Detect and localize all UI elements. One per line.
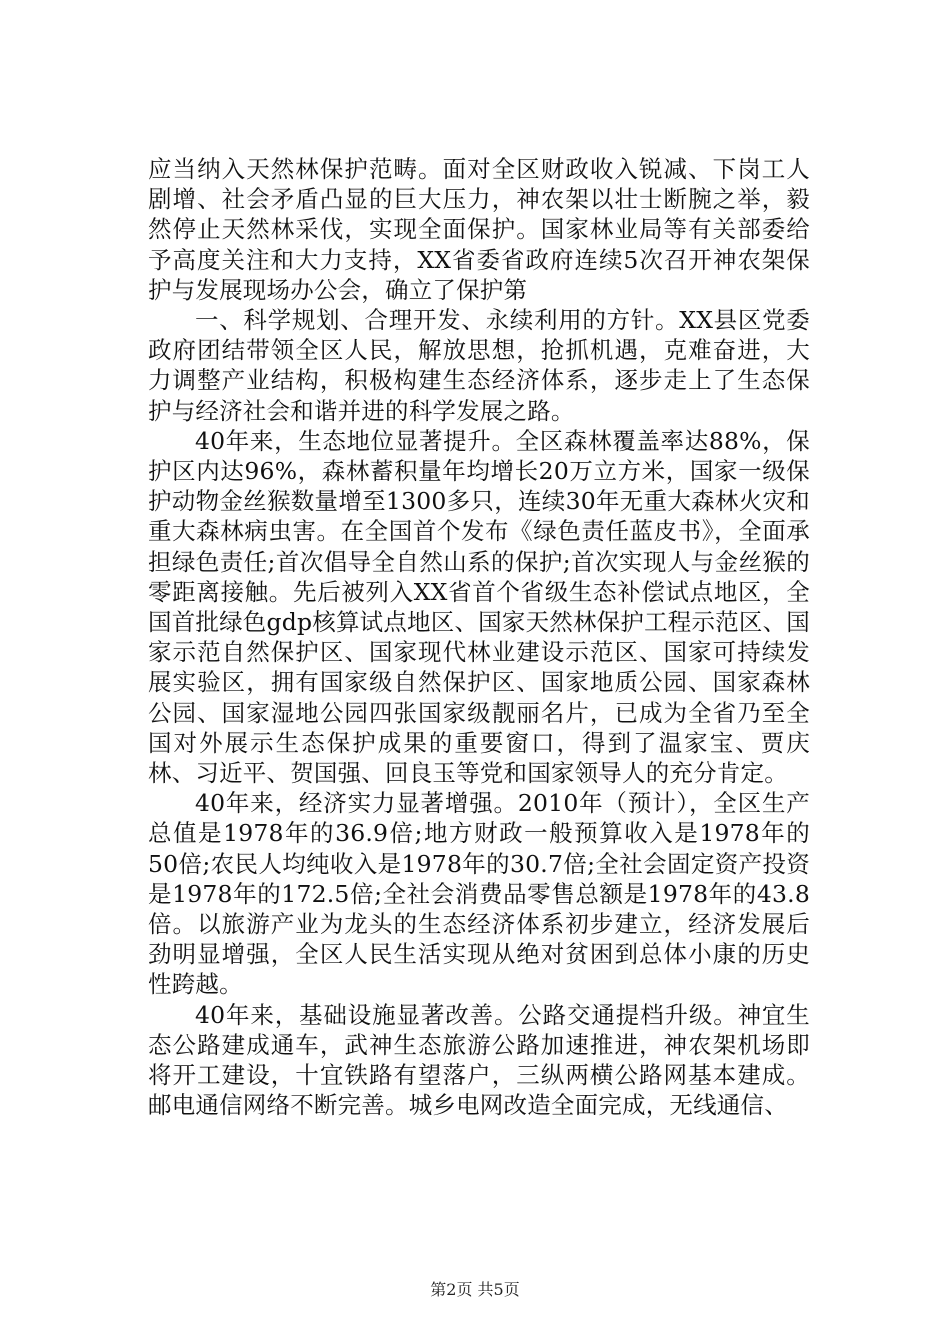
- paragraph-5: 40年来，基础设施显著改善。公路交通提档升级。神宜生态公路建成通车，武神生态旅游公路加速推进，神农架机场即将开工建设，十宜铁路有望落户，三纵两横公路网基本建成。邮电通信网络不断完善。城乡电网改造全面完成，无线通信、: [148, 1000, 810, 1120]
- paragraph-2: 一、科学规划、合理开发、永续利用的方针。XX县区党委政府团结带领全区人民，解放思想，抢抓机遇，克难奋进，大力调整产业结构，积极构建生态经济体系，逐步走上了生态保护与经济社会和谐并进的科学发展之路。: [148, 306, 810, 425]
- document-body: [148, 154, 810, 1121]
- paragraph-3: 40年来，生态地位显著提升。全区森林覆盖率达88%，保护区内达96%，森林蓄积量年均增长20万立方米，国家一级保护动物金丝猴数量增至1300多只，连续30年无重大森林火灾和重大森林病虫害。在全国首个发布《绿色责任蓝皮书》，全面承担绿色责任;首次倡导全自然山系的保护;首次实现人与金丝猴的零距离接触。先后被列入XX省首个省级生态补偿试点地区，全国首批绿色gdp核算试点地区、国家天然林保护工程示范区、国家示范自然保护区、国家现代林业建设示范区、国家可持续发展实验区，拥有国家级自然保护区、国家地质公园、国家森林公园、国家湿地公园四张国家级靓丽名片，已成为全省乃至全国对外展示生态保护成果的重要窗口，得到了温家宝、贾庆林、习近平、贺国强、回良玉等党和国家领导人的充分肯定。: [148, 426, 810, 788]
- paragraph-4: 40年来，经济实力显著增强。2010年（预计），全区生产总值是1978年的36.9倍;地方财政一般预算收入是1978年的50倍;农民人均纯收入是1978年的30.7倍;全社会固定资产投资是1978年的172.5倍;全社会消费品零售总额是1978年的43.8倍。以旅游产业为龙头的生态经济体系初步建立，经济发展后劲明显增强，全区人民生活实现从绝对贫困到总体小康的历史性跨越。: [148, 789, 810, 999]
- page-number-footer: 第2页 共5页: [430, 1280, 520, 1299]
- paragraph-1: 应当纳入天然林保护范畴。面对全区财政收入锐减、下岗工人剧增、社会矛盾凸显的巨大压力，神农架以壮士断腕之举，毅然停止天然林采伐，实现全面保护。国家林业局等有关部委给予高度关注和大力支持，XX省委省政府连续5次召开神农架保护与发展现场办公会，确立了保护第: [148, 155, 810, 304]
